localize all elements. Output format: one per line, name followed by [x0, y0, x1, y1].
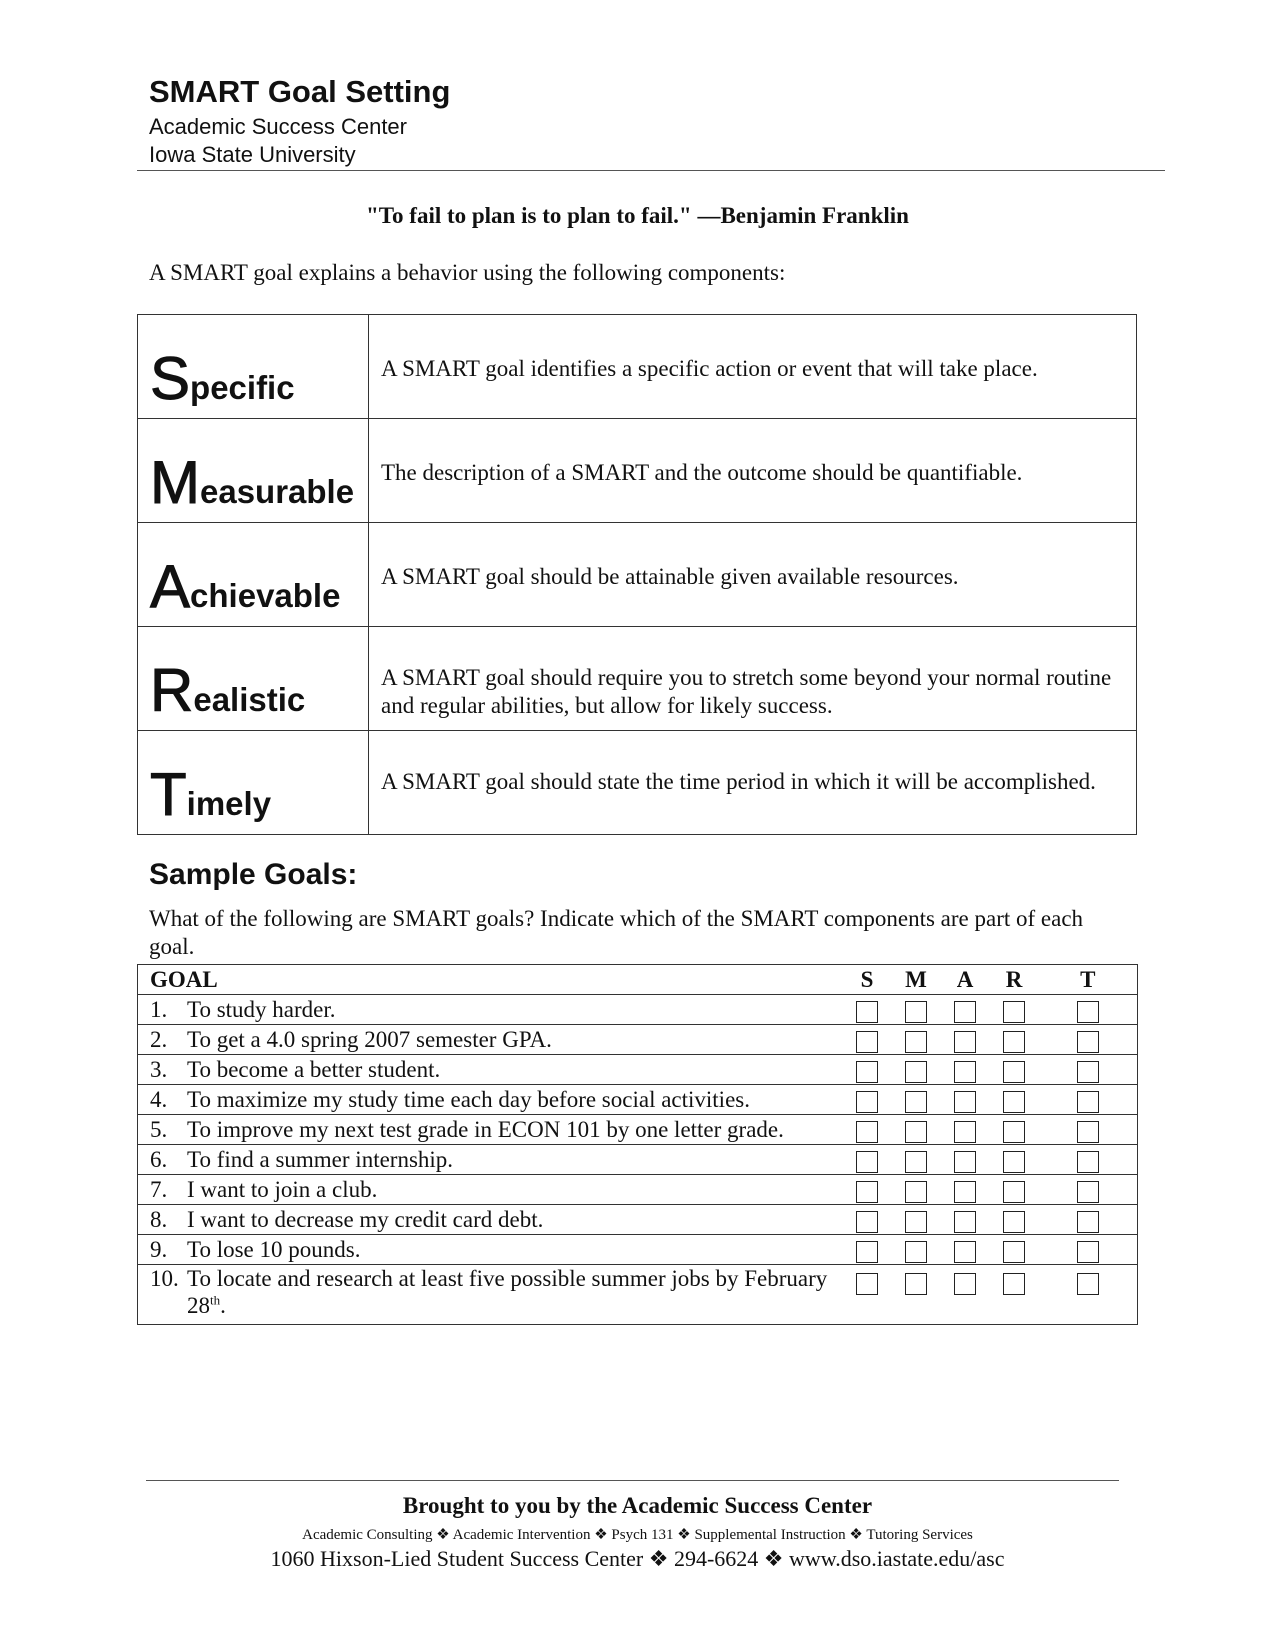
checkbox-t[interactable] [1077, 1061, 1099, 1083]
checkbox-cell-a [941, 1235, 990, 1265]
component-rest: ealistic [193, 681, 306, 718]
component-term [138, 523, 368, 620]
component-description: The description of a SMART and the outcome should be quantifiable. [381, 460, 1023, 485]
component-rest: chievable [190, 577, 341, 614]
checkbox-cell-r [990, 1055, 1039, 1085]
checkbox-m[interactable] [905, 1273, 927, 1295]
checkbox-cell-a [941, 1025, 990, 1055]
goal-text-main: I want to decrease my credit card debt. [187, 1207, 544, 1232]
checkbox-cell-t [1039, 1175, 1138, 1205]
checkbox-t[interactable] [1077, 1091, 1099, 1113]
component-row [138, 523, 1137, 627]
checkbox-r[interactable] [1003, 1273, 1025, 1295]
component-description: A SMART goal should state the time period in which it will be accomplished. [381, 769, 1096, 794]
goal-text-main: To study harder. [187, 997, 336, 1022]
checkbox-cell-m [892, 1055, 941, 1085]
checkbox-cell-m [892, 1145, 941, 1175]
checkbox-cell-t [1039, 1055, 1138, 1085]
goal-text-tail: . [220, 1293, 226, 1318]
checkbox-cell-r [990, 1265, 1039, 1325]
checkbox-cell-r [990, 1175, 1039, 1205]
checkbox-t[interactable] [1077, 1273, 1099, 1295]
checkbox-s[interactable] [856, 1273, 878, 1295]
checkbox-cell-t [1039, 1115, 1138, 1145]
checkbox-m[interactable] [905, 1151, 927, 1173]
goal-number: 8. [150, 1207, 168, 1232]
goal-row [138, 1175, 1138, 1205]
checkbox-cell-s [843, 1265, 892, 1325]
footer-contact: 1060 Hixson-Lied Student Success Center ❖ 294-6624 ❖ www.dso.iastate.edu/asc [270, 1546, 1005, 1571]
component-description: A SMART goal should be attainable given available resources. [381, 564, 959, 589]
goal-text-main: To maximize my study time each day before social activities. [187, 1087, 750, 1112]
checkbox-cell-s [843, 1175, 892, 1205]
goal-text-main: To improve my next test grade in ECON 101 by one letter grade. [187, 1117, 784, 1142]
goal-text [187, 1116, 784, 1143]
goal-number: 3. [150, 1057, 168, 1082]
component-description: A SMART goal should require you to stretch some beyond your normal routine and regular abilities, but allow for likely success. [381, 665, 1112, 718]
goal-number: 7. [150, 1177, 168, 1202]
checkbox-a[interactable] [954, 1001, 976, 1023]
checkbox-cell-t [1039, 1265, 1138, 1325]
component-row [138, 419, 1137, 523]
goal-text [187, 1206, 543, 1233]
component-term [138, 315, 368, 412]
component-rest: pecific [190, 369, 295, 406]
checkbox-r[interactable] [1003, 1061, 1025, 1083]
column-header-a: A [941, 965, 990, 995]
checkbox-cell-r [990, 1235, 1039, 1265]
goal-cell [138, 995, 843, 1025]
goal-row [138, 1145, 1138, 1175]
checkbox-cell-a [941, 1115, 990, 1145]
checkbox-t[interactable] [1077, 1211, 1099, 1233]
checkbox-s[interactable] [856, 1061, 878, 1083]
goal-text-main: To become a better student. [187, 1057, 441, 1082]
checkbox-s[interactable] [856, 1091, 878, 1113]
checkbox-cell-a [941, 1265, 990, 1325]
checkbox-m[interactable] [905, 1031, 927, 1053]
checkbox-cell-s [843, 1205, 892, 1235]
checkbox-cell-r [990, 1085, 1039, 1115]
goal-cell [138, 1115, 843, 1145]
checkbox-cell-s [843, 1025, 892, 1055]
goal-number: 1. [150, 997, 168, 1022]
goal-text-main: To find a summer internship. [187, 1147, 454, 1172]
goal-text [187, 1026, 552, 1053]
checkbox-cell-r [990, 1115, 1039, 1145]
goal-cell [138, 1175, 843, 1205]
checkbox-cell-a [941, 1085, 990, 1115]
goal-number: 9. [150, 1237, 168, 1262]
checkbox-r[interactable] [1003, 1031, 1025, 1053]
sample-goals-instructions: What of the following are SMART goals? Indicate which of the SMART components are part of each goal. [149, 906, 1084, 959]
goal-row [138, 1115, 1138, 1145]
goal-text [187, 1236, 360, 1263]
goal-text-main: To locate and research at least five possible summer jobs by February 28 [187, 1266, 828, 1318]
goal-row [138, 1265, 1138, 1325]
component-term [138, 731, 368, 828]
checkbox-m[interactable] [905, 1241, 927, 1263]
organization-name: Academic Success Center [149, 114, 407, 139]
checkbox-a[interactable] [954, 1151, 976, 1173]
goal-column-header: GOAL [138, 965, 843, 995]
document-title: SMART Goal Setting [149, 74, 451, 109]
checkbox-m[interactable] [905, 1091, 927, 1113]
smart-components-table [137, 314, 1137, 835]
checkbox-m[interactable] [905, 1001, 927, 1023]
component-initial: T [150, 761, 187, 828]
checkbox-r[interactable] [1003, 1121, 1025, 1143]
checkbox-s[interactable] [856, 1211, 878, 1233]
column-header-s: S [843, 965, 892, 995]
checkbox-cell-m [892, 1235, 941, 1265]
goal-cell [138, 1145, 843, 1175]
component-rest: imely [186, 785, 272, 822]
footer-divider [146, 1480, 1119, 1481]
university-name: Iowa State University [149, 142, 356, 167]
checkbox-cell-a [941, 1055, 990, 1085]
checkbox-cell-a [941, 995, 990, 1025]
goal-text [187, 1265, 843, 1319]
component-term [138, 419, 368, 516]
checkbox-a[interactable] [954, 1181, 976, 1203]
goal-text-main: To get a 4.0 spring 2007 semester GPA. [187, 1027, 552, 1052]
checkbox-r[interactable] [1003, 1181, 1025, 1203]
checkbox-t[interactable] [1077, 1151, 1099, 1173]
goal-cell [138, 1085, 843, 1115]
checkbox-cell-m [892, 1115, 941, 1145]
checkbox-s[interactable] [856, 1151, 878, 1173]
goals-body [138, 995, 1138, 1325]
checkbox-s[interactable] [856, 1001, 878, 1023]
checkbox-m[interactable] [905, 1121, 927, 1143]
quote: "To fail to plan is to plan to fail." —Benjamin Franklin [366, 203, 909, 228]
checkbox-cell-s [843, 1055, 892, 1085]
goal-cell [138, 1205, 843, 1235]
goal-cell [138, 1025, 843, 1055]
checkbox-t[interactable] [1077, 1241, 1099, 1263]
column-header-m: M [892, 965, 941, 995]
goal-cell [138, 1235, 843, 1265]
checkbox-cell-r [990, 1205, 1039, 1235]
checkbox-cell-t [1039, 995, 1138, 1025]
checkbox-a[interactable] [954, 1061, 976, 1083]
goal-row [138, 1205, 1138, 1235]
checkbox-cell-s [843, 995, 892, 1025]
checkbox-r[interactable] [1003, 1211, 1025, 1233]
checkbox-r[interactable] [1003, 1001, 1025, 1023]
goal-row [138, 1025, 1138, 1055]
component-initial: S [150, 345, 191, 412]
checkbox-a[interactable] [954, 1273, 976, 1295]
header-divider [137, 170, 1165, 171]
checkbox-cell-m [892, 1205, 941, 1235]
checkbox-cell-s [843, 1085, 892, 1115]
checkbox-cell-a [941, 1205, 990, 1235]
goals-header-row [138, 965, 1138, 995]
column-header-t: T [1039, 965, 1138, 995]
goal-text [187, 1086, 750, 1113]
checkbox-cell-t [1039, 1145, 1138, 1175]
checkbox-cell-t [1039, 1235, 1138, 1265]
goal-text [187, 1176, 377, 1203]
component-initial: M [150, 449, 200, 516]
checkbox-m[interactable] [905, 1211, 927, 1233]
goal-cell [138, 1265, 843, 1325]
checkbox-m[interactable] [905, 1061, 927, 1083]
goal-row [138, 995, 1138, 1025]
checkbox-r[interactable] [1003, 1091, 1025, 1113]
goal-row [138, 1085, 1138, 1115]
checkbox-cell-t [1039, 1205, 1138, 1235]
checkbox-cell-a [941, 1175, 990, 1205]
footer-title: Brought to you by the Academic Success Center [402, 1493, 873, 1518]
component-initial: A [150, 553, 191, 620]
goal-text [187, 1146, 453, 1173]
goal-text [187, 1056, 440, 1083]
checkbox-cell-t [1039, 1085, 1138, 1115]
checkbox-s[interactable] [856, 1241, 878, 1263]
goal-number: 10. [150, 1266, 179, 1291]
checkbox-a[interactable] [954, 1091, 976, 1113]
goal-number: 4. [150, 1087, 168, 1112]
goal-text-main: To lose 10 pounds. [187, 1237, 361, 1262]
goal-number: 2. [150, 1027, 168, 1052]
component-term [138, 627, 368, 724]
checkbox-t[interactable] [1077, 1181, 1099, 1203]
checkbox-a[interactable] [954, 1031, 976, 1053]
component-description: A SMART goal identifies a specific action or event that will take place. [381, 356, 1038, 381]
checkbox-cell-m [892, 1025, 941, 1055]
goal-text-main: I want to join a club. [187, 1177, 378, 1202]
column-header-r: R [990, 965, 1039, 995]
goal-row [138, 1055, 1138, 1085]
checkbox-cell-m [892, 1175, 941, 1205]
checkbox-r[interactable] [1003, 1241, 1025, 1263]
checkbox-cell-r [990, 1145, 1039, 1175]
checkbox-t[interactable] [1077, 1001, 1099, 1023]
checkbox-s[interactable] [856, 1181, 878, 1203]
checkbox-cell-a [941, 1145, 990, 1175]
checkbox-a[interactable] [954, 1121, 976, 1143]
goal-cell [138, 1055, 843, 1085]
checkbox-a[interactable] [954, 1211, 976, 1233]
checkbox-cell-m [892, 1085, 941, 1115]
goal-number: 6. [150, 1147, 168, 1172]
component-row [138, 627, 1137, 731]
component-row [138, 315, 1137, 419]
checkbox-cell-s [843, 1115, 892, 1145]
checkbox-cell-m [892, 1265, 941, 1325]
checkbox-cell-m [892, 995, 941, 1025]
checkbox-r[interactable] [1003, 1151, 1025, 1173]
checkbox-cell-s [843, 1145, 892, 1175]
component-rest: easurable [199, 473, 355, 510]
sample-goals-table [137, 964, 1138, 1325]
checkbox-a[interactable] [954, 1241, 976, 1263]
component-initial: R [150, 657, 194, 724]
checkbox-cell-t [1039, 1025, 1138, 1055]
checkbox-cell-r [990, 1025, 1039, 1055]
component-row [138, 731, 1137, 835]
goal-number: 5. [150, 1117, 168, 1142]
footer-services: Academic Consulting ❖ Academic Intervention ❖ Psych 131 ❖ Supplemental Instruction ❖ Tutoring Services [302, 1527, 973, 1543]
intro-text: A SMART goal explains a behavior using the following components: [149, 260, 786, 285]
goal-text-superscript: th [210, 1292, 221, 1308]
checkbox-m[interactable] [905, 1181, 927, 1203]
checkbox-t[interactable] [1077, 1121, 1099, 1143]
checkbox-cell-r [990, 995, 1039, 1025]
goal-text [187, 996, 336, 1023]
goal-row [138, 1235, 1138, 1265]
sample-goals-heading: Sample Goals: [149, 858, 358, 891]
checkbox-cell-s [843, 1235, 892, 1265]
checkbox-s[interactable] [856, 1031, 878, 1053]
checkbox-t[interactable] [1077, 1031, 1099, 1053]
checkbox-s[interactable] [856, 1121, 878, 1143]
